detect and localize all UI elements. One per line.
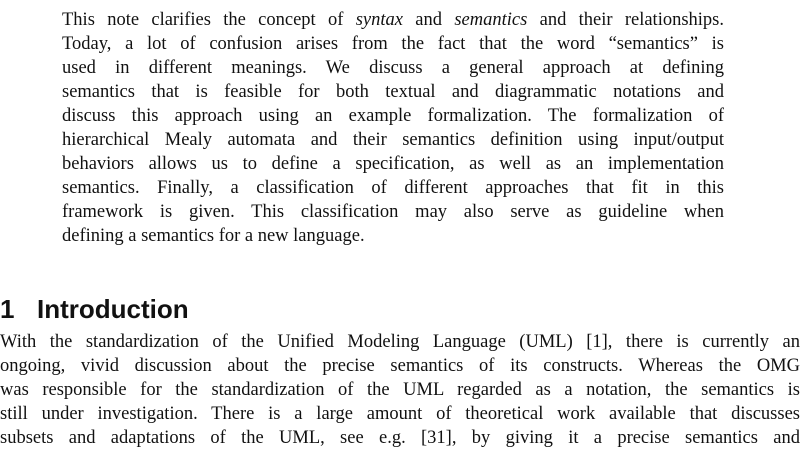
abstract-line-4: discuss this approach using an example formalization. The formalization of: [62, 106, 724, 126]
abstract-line-0: This note clarifies the concept of syntax and semantics and their relationships.: [62, 10, 724, 30]
abstract-line-9: defining a semantics for a new language.: [62, 226, 365, 246]
abstract-line-2: used in different meanings. We discuss a general approach at defining: [62, 58, 724, 78]
body-line-3: still under investigation. There is a large amount of theoretical work available that discusses: [0, 404, 800, 424]
abstract-line-3: semantics that is feasible for both textual and diagrammatic notations and: [62, 82, 724, 102]
abstract-line-6: behaviors allows us to define a specification, as well as an implementation: [62, 154, 724, 174]
body-line-2: was responsible for the standardization of the UML regarded as a notation, the semantics is: [0, 380, 800, 400]
body-line-0: With the standardization of the Unified Modeling Language (UML) [1], there is currently an: [0, 332, 800, 352]
abstract-line-8: framework is given. This classification may also serve as guideline when: [62, 202, 724, 222]
abstract-line-7: semantics. Finally, a classification of different approaches that fit in this: [62, 178, 724, 198]
body-line-1: ongoing, vivid discussion about the precise semantics of its constructs. Whereas the OMG: [0, 356, 800, 376]
abstract: [62, 8, 724, 248]
body-paragraph: [0, 330, 800, 450]
section-heading: [0, 293, 189, 325]
abstract-line-1: Today, a lot of confusion arises from the fact that the word “semantics” is: [62, 34, 724, 54]
section-number: 1: [0, 294, 15, 324]
body-line-4: subsets and adaptations of the UML, see e.g. [31], by giving it a precise semantics and: [0, 428, 800, 448]
abstract-line-5: hierarchical Mealy automata and their semantics definition using input/output: [62, 130, 724, 150]
section-title: Introduction: [37, 294, 189, 324]
